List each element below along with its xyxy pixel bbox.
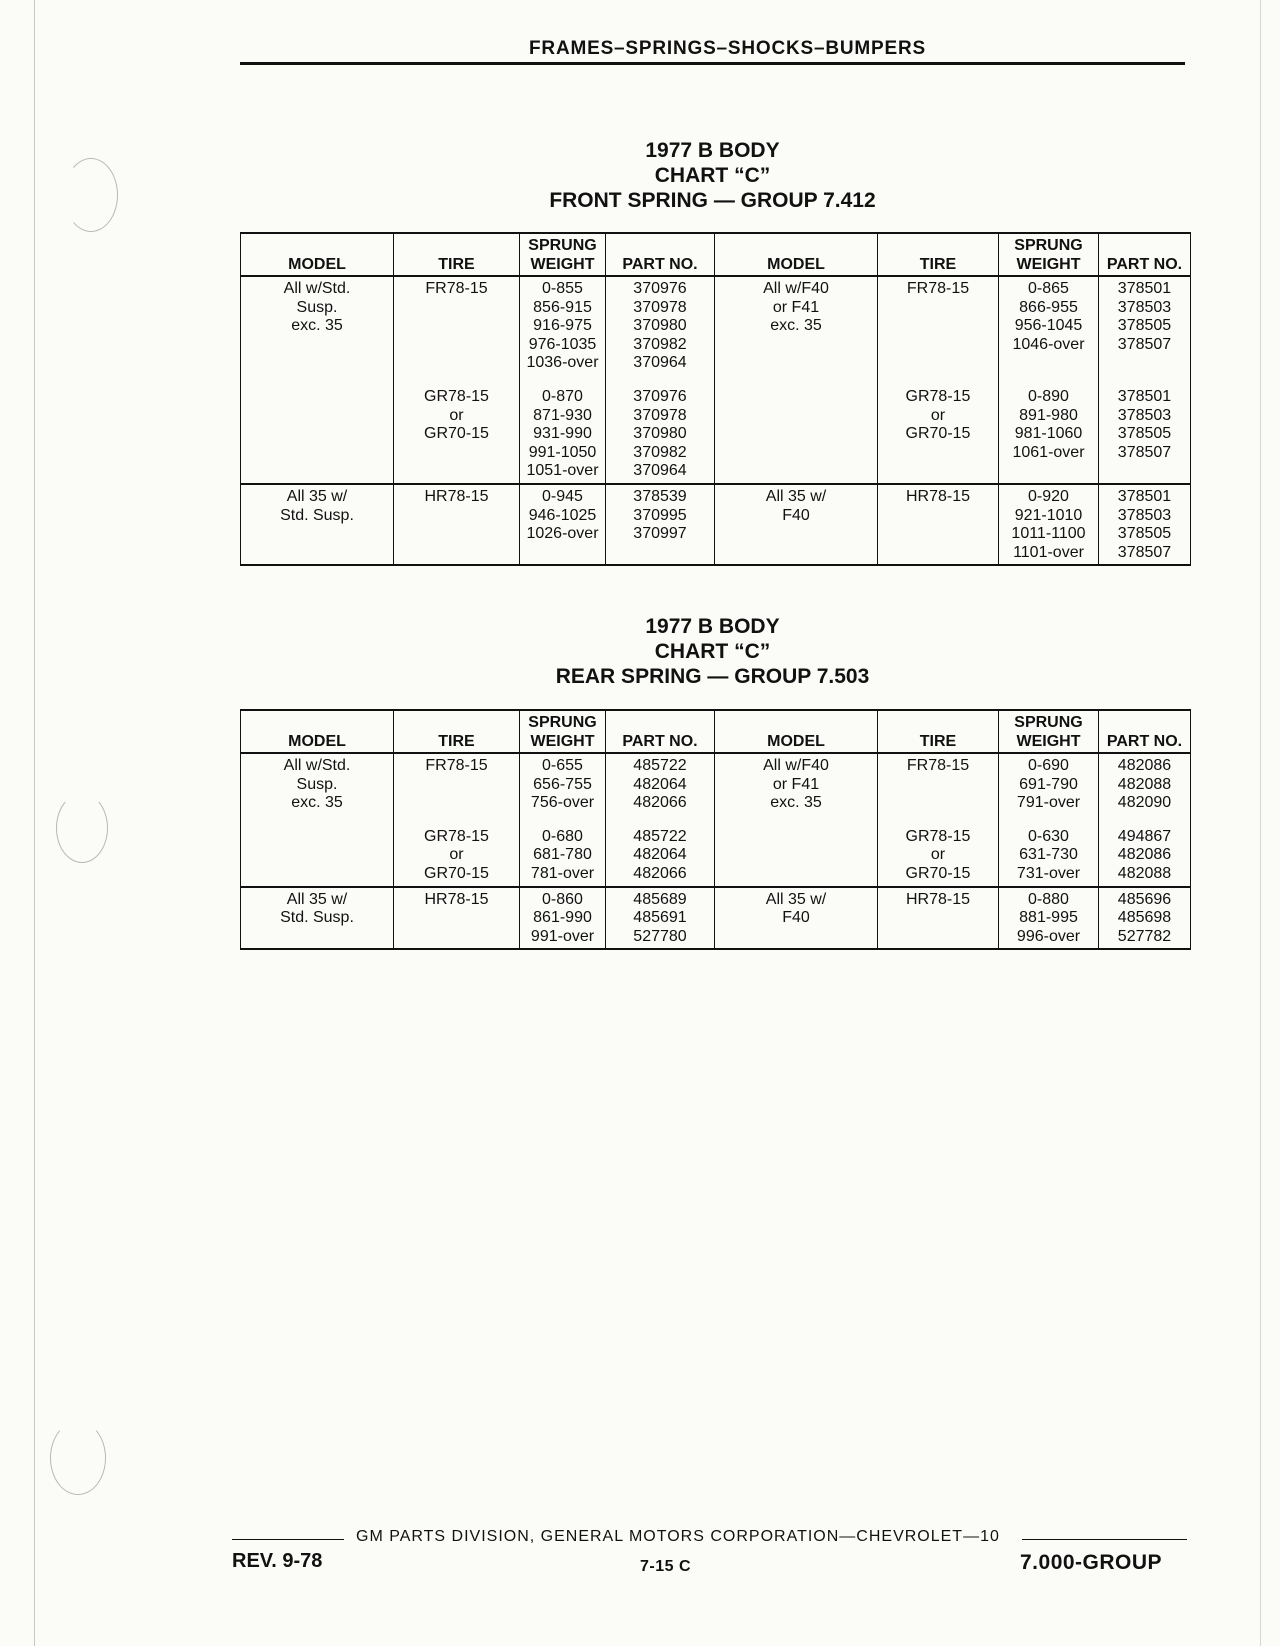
cell-line: 378503 <box>1117 506 1172 524</box>
table-cell <box>520 484 606 565</box>
binder-hole <box>56 793 108 863</box>
cell-line: GR78-15 <box>424 387 489 405</box>
table-cell <box>606 385 715 484</box>
cell-line: FR78-15 <box>906 757 970 774</box>
table-cell <box>241 825 394 887</box>
column-header: TIRE <box>878 233 999 276</box>
cell-line: All 35 w/ <box>286 487 348 505</box>
cell-line: exc. 35 <box>770 794 822 812</box>
cell-line: 370976 <box>633 387 687 405</box>
cell-line: 881-995 <box>1019 909 1078 927</box>
cell-line: or F41 <box>772 298 820 316</box>
cell-line: 370978 <box>633 298 687 316</box>
table-cell <box>878 276 999 385</box>
cell-line: 378501 <box>1117 280 1172 297</box>
cell-line: 996-over <box>1016 927 1081 945</box>
cell-line: exc. 35 <box>291 317 343 335</box>
table-cell <box>878 825 999 887</box>
rear-title-line: 1977 B BODY <box>645 615 780 638</box>
cell-line: 731-over <box>1016 864 1081 882</box>
column-header-text: WEIGHT <box>530 733 595 750</box>
table-cell <box>606 484 715 565</box>
page-edge-rule <box>34 0 35 1646</box>
table-cell <box>1099 276 1191 385</box>
cell-line: 378505 <box>1117 425 1172 443</box>
cell-line: 0-860 <box>542 890 583 908</box>
front-spring-title <box>240 138 1185 213</box>
table-cell <box>606 753 715 825</box>
column-header <box>999 233 1099 276</box>
table-cell <box>878 484 999 565</box>
table-cell <box>1099 484 1191 565</box>
cell-line: 931-990 <box>533 425 592 443</box>
column-header-text: WEIGHT <box>1016 256 1081 273</box>
table-cell <box>878 753 999 825</box>
table-row <box>241 753 1191 825</box>
column-header: TIRE <box>394 233 520 276</box>
footer-group: 7.000-GROUP <box>1020 1551 1163 1574</box>
cell-line: All w/Std. <box>283 280 351 297</box>
table-header-row <box>241 710 1191 753</box>
table-cell <box>999 276 1099 385</box>
cell-line: 991-over <box>530 927 595 945</box>
table-cell <box>520 276 606 385</box>
cell-line: All 35 w/ <box>286 890 348 908</box>
column-header: MODEL <box>715 233 878 276</box>
cell-line: All 35 w/ <box>765 890 827 908</box>
cell-line: 1046-over <box>1012 335 1085 353</box>
table-cell <box>394 484 520 565</box>
cell-line: 0-630 <box>1028 827 1069 845</box>
table-cell <box>520 385 606 484</box>
cell-line: 631-730 <box>1019 846 1078 864</box>
table-cell <box>715 887 878 950</box>
rear-spring-title <box>240 614 1185 689</box>
column-header <box>520 710 606 753</box>
cell-line: 378501 <box>1117 387 1172 405</box>
table-cell <box>394 825 520 887</box>
cell-line: 370976 <box>633 280 687 297</box>
cell-line: 370964 <box>633 462 687 480</box>
cell-line: 378507 <box>1117 335 1172 353</box>
rear-title-line: REAR SPRING — GROUP 7.503 <box>555 665 870 688</box>
table-cell <box>999 825 1099 887</box>
cell-line: HR78-15 <box>905 487 971 505</box>
cell-line: 981-1060 <box>1014 425 1083 443</box>
cell-line: F40 <box>782 909 810 927</box>
cell-line: FR78-15 <box>425 280 488 297</box>
footer-rule <box>1022 1539 1187 1540</box>
cell-line: 370980 <box>633 317 687 335</box>
cell-line: 0-890 <box>1028 387 1069 405</box>
cell-line: All w/Std. <box>283 757 351 774</box>
cell-line: 1051-over <box>526 462 599 480</box>
page-header-title: FRAMES–SPRINGS–SHOCKS–BUMPERS <box>529 38 926 59</box>
cell-line: 482086 <box>1117 846 1172 864</box>
cell-line: 378501 <box>1117 487 1172 505</box>
cell-line: 956-1045 <box>1014 317 1083 335</box>
cell-line: GR70-15 <box>905 864 971 882</box>
cell-line: 891-980 <box>1019 406 1078 424</box>
cell-line: 378507 <box>1117 543 1172 561</box>
cell-line: 527782 <box>1117 927 1172 945</box>
cell-line: FR78-15 <box>906 280 970 297</box>
cell-line: 946-1025 <box>528 506 597 524</box>
cell-line: 756-over <box>530 794 595 812</box>
cell-line: or <box>930 406 946 424</box>
table-cell <box>878 385 999 484</box>
table-row <box>241 276 1191 385</box>
cell-line: 378507 <box>1117 443 1172 461</box>
column-header-text: WEIGHT <box>1016 733 1081 750</box>
page-header <box>240 38 1185 65</box>
binder-hole <box>64 158 118 232</box>
cell-line: 991-1050 <box>528 443 597 461</box>
cell-line: 378539 <box>633 487 687 505</box>
cell-line: 370964 <box>633 354 687 372</box>
table-cell <box>241 385 394 484</box>
table-cell <box>999 385 1099 484</box>
cell-line: 482066 <box>633 864 687 882</box>
cell-line: 378505 <box>1117 317 1172 335</box>
cell-line: All 35 w/ <box>765 487 827 505</box>
cell-line: GR70-15 <box>424 425 489 443</box>
cell-line: 527780 <box>633 927 687 945</box>
column-header: PART NO. <box>606 710 715 753</box>
cell-line: 856-915 <box>533 298 592 316</box>
cell-line: 482064 <box>633 846 687 864</box>
cell-line: 861-990 <box>533 909 592 927</box>
column-header: PART NO. <box>1099 233 1191 276</box>
cell-line: 916-975 <box>533 317 592 335</box>
footer-corporation-line <box>232 1528 1192 1550</box>
footer-corporation: GM PARTS DIVISION, GENERAL MOTORS CORPORATION—CHEVROLET—10 <box>356 1528 1000 1545</box>
binder-hole <box>50 1421 106 1495</box>
cell-line: 482086 <box>1117 757 1172 774</box>
table-cell <box>241 484 394 565</box>
table-cell <box>520 887 606 950</box>
cell-line: 378503 <box>1117 406 1172 424</box>
cell-line: 791-over <box>1016 794 1081 812</box>
column-header-text: SPRUNG <box>1014 714 1083 731</box>
table-cell <box>520 753 606 825</box>
cell-line: 0-655 <box>542 757 583 774</box>
cell-line: 0-880 <box>1028 890 1069 908</box>
cell-line: Std. Susp. <box>280 909 354 927</box>
cell-line: 482088 <box>1117 775 1172 793</box>
table-cell <box>715 484 878 565</box>
table-cell <box>715 385 878 484</box>
cell-line: 921-1010 <box>1014 506 1083 524</box>
column-header: TIRE <box>878 710 999 753</box>
front-spring-table <box>240 232 1191 566</box>
table-cell <box>1099 887 1191 950</box>
column-header: MODEL <box>715 710 878 753</box>
table-cell <box>999 887 1099 950</box>
cell-line: 485691 <box>633 909 687 927</box>
footer-revision: REV. 9-78 <box>232 1550 323 1572</box>
cell-line: HR78-15 <box>905 890 971 908</box>
cell-line: 378503 <box>1117 298 1172 316</box>
cell-line: 482088 <box>1117 864 1172 882</box>
table-cell <box>394 385 520 484</box>
cell-line: or <box>930 846 946 864</box>
cell-line: 781-over <box>530 864 595 882</box>
cell-line: 691-790 <box>1019 775 1078 793</box>
cell-line: 681-780 <box>533 846 592 864</box>
cell-line: 370995 <box>633 506 687 524</box>
cell-line: Susp. <box>296 298 338 316</box>
cell-line: or F41 <box>772 775 820 793</box>
cell-line: 485696 <box>1117 890 1172 908</box>
cell-line: GR78-15 <box>905 387 971 405</box>
cell-line: 370997 <box>633 525 687 543</box>
rear-title-line: CHART “C” <box>654 640 771 663</box>
cell-line: 370978 <box>633 406 687 424</box>
cell-line: 0-945 <box>542 487 583 505</box>
column-header <box>520 233 606 276</box>
table-cell <box>715 276 878 385</box>
cell-line: 485722 <box>633 757 687 774</box>
cell-line: GR78-15 <box>905 827 971 845</box>
table-cell <box>878 887 999 950</box>
column-header-text: WEIGHT <box>530 256 595 273</box>
cell-line: 1101-over <box>1013 543 1084 561</box>
cell-line: 0-870 <box>542 387 583 405</box>
cell-line: FR78-15 <box>425 757 488 774</box>
cell-line: 482066 <box>633 794 687 812</box>
column-header: MODEL <box>241 710 394 753</box>
footer-rule <box>232 1539 344 1540</box>
cell-line: GR70-15 <box>905 425 971 443</box>
table-cell <box>999 484 1099 565</box>
cell-line: 482064 <box>633 775 687 793</box>
table-cell <box>606 825 715 887</box>
cell-line: 1011-1100 <box>1011 525 1086 543</box>
cell-line: All w/F40 <box>763 757 829 774</box>
cell-line: 494867 <box>1117 827 1172 845</box>
cell-line: or <box>449 406 464 424</box>
cell-line: 0-690 <box>1028 757 1069 774</box>
front-title-line: FRONT SPRING — GROUP 7.412 <box>549 189 876 212</box>
rear-spring-table <box>240 709 1191 950</box>
table-cell <box>394 276 520 385</box>
cell-line: Susp. <box>296 775 338 793</box>
table-header-row <box>241 233 1191 276</box>
column-header <box>999 710 1099 753</box>
cell-line: F40 <box>782 506 810 524</box>
cell-line: 0-680 <box>542 827 583 845</box>
cell-line: 0-865 <box>1028 280 1069 297</box>
front-title-line: 1977 B BODY <box>645 139 780 162</box>
table-row <box>241 385 1191 484</box>
column-header-text: SPRUNG <box>528 237 597 254</box>
column-header: PART NO. <box>606 233 715 276</box>
cell-line: 482090 <box>1117 794 1172 812</box>
cell-line: Std. Susp. <box>280 506 354 524</box>
cell-line: HR78-15 <box>424 890 489 908</box>
page-edge-rule-right <box>1260 0 1261 1646</box>
cell-line: 871-930 <box>533 406 592 424</box>
table-cell <box>1099 753 1191 825</box>
table-cell <box>606 276 715 385</box>
table-cell <box>1099 825 1191 887</box>
cell-line: GR78-15 <box>424 827 489 845</box>
cell-line: 378505 <box>1117 525 1172 543</box>
cell-line: 485698 <box>1117 909 1172 927</box>
cell-line: 370980 <box>633 425 687 443</box>
cell-line: 656-755 <box>533 775 592 793</box>
table-cell <box>1099 385 1191 484</box>
column-header-text: SPRUNG <box>1014 237 1083 254</box>
column-header: PART NO. <box>1099 710 1191 753</box>
cell-line: 866-955 <box>1019 298 1078 316</box>
table-row <box>241 484 1191 565</box>
table-cell <box>715 825 878 887</box>
table-cell <box>241 887 394 950</box>
table-cell <box>999 753 1099 825</box>
cell-line: or <box>449 846 464 864</box>
cell-line: 1026-over <box>526 525 599 543</box>
cell-line: 976-1035 <box>528 335 597 353</box>
cell-line: 370982 <box>633 335 687 353</box>
cell-line: 485689 <box>633 890 687 908</box>
front-title-line: CHART “C” <box>654 164 771 187</box>
table-cell <box>241 753 394 825</box>
table-cell <box>715 753 878 825</box>
cell-line: HR78-15 <box>424 487 489 505</box>
table-cell <box>394 753 520 825</box>
cell-line: 0-920 <box>1028 487 1069 505</box>
table-cell <box>394 887 520 950</box>
cell-line: 370982 <box>633 443 687 461</box>
cell-line: 1061-over <box>1012 443 1085 461</box>
column-header-text: SPRUNG <box>528 714 597 731</box>
cell-line: 0-855 <box>542 280 583 297</box>
cell-line: exc. 35 <box>291 794 343 812</box>
footer-page-number: 7-15 C <box>640 1558 692 1575</box>
cell-line: GR70-15 <box>424 864 489 882</box>
table-cell <box>606 887 715 950</box>
table-row <box>241 825 1191 887</box>
table-cell <box>241 276 394 385</box>
cell-line: exc. 35 <box>770 317 822 335</box>
column-header: TIRE <box>394 710 520 753</box>
table-cell <box>520 825 606 887</box>
column-header: MODEL <box>241 233 394 276</box>
cell-line: 1036-over <box>526 354 599 372</box>
cell-line: All w/F40 <box>763 280 829 297</box>
cell-line: 485722 <box>633 827 687 845</box>
table-row <box>241 887 1191 950</box>
